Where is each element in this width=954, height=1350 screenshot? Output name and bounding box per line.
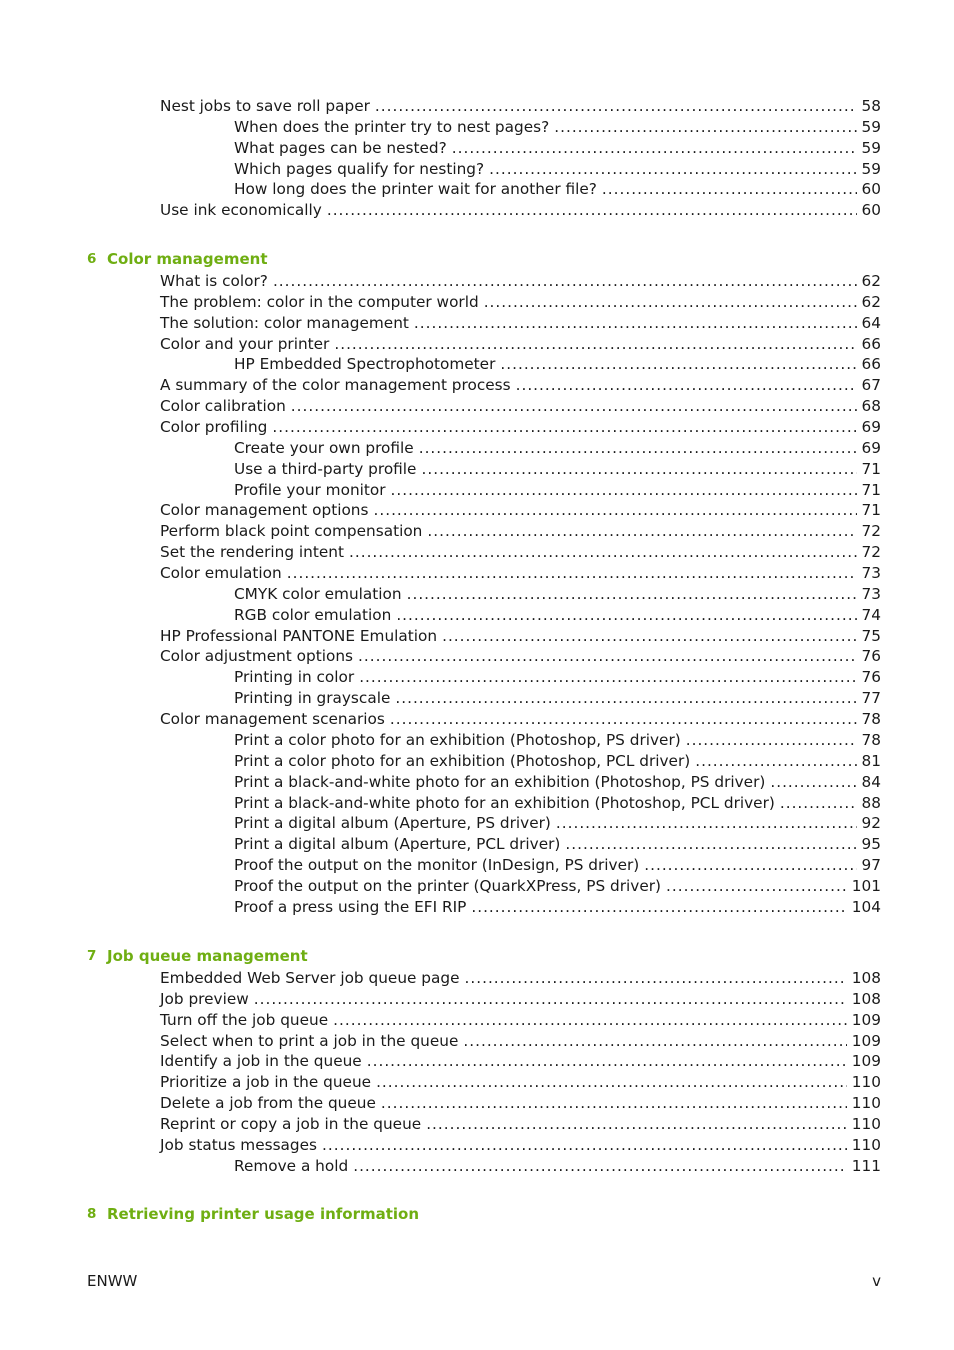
toc-entry-page: 110 xyxy=(851,1115,881,1134)
toc-entry-page: 110 xyxy=(851,1135,881,1154)
toc-entry[interactable] xyxy=(234,688,881,709)
toc-entry-page: 95 xyxy=(861,835,881,854)
toc-entry[interactable] xyxy=(234,751,881,772)
toc-entry[interactable] xyxy=(160,1051,881,1072)
toc-entry-title: Color management options xyxy=(160,501,369,520)
chapter-number: 6 xyxy=(87,251,97,267)
toc-entry-title: What is color? xyxy=(160,272,268,290)
dot-leader xyxy=(554,117,856,138)
dot-leader xyxy=(391,480,857,501)
toc-entry[interactable] xyxy=(160,989,881,1010)
toc-entry-title: Prioritize a job in the queue xyxy=(160,1073,372,1092)
chapter-title: Retrieving printer usage information xyxy=(107,1205,420,1223)
toc-entry-title: The solution: color management xyxy=(160,313,409,332)
toc-entry-title: How long does the printer wait for another file? xyxy=(234,180,597,199)
toc-entry-title: Job preview xyxy=(160,989,249,1008)
dot-leader xyxy=(407,584,857,605)
chapter-number: 8 xyxy=(87,1206,97,1222)
toc-entry-page: 110 xyxy=(851,1094,881,1113)
dot-leader xyxy=(376,1072,847,1093)
toc-entry[interactable] xyxy=(160,1031,881,1052)
dot-leader xyxy=(333,1010,847,1031)
toc-entry[interactable] xyxy=(234,834,881,855)
dot-leader xyxy=(375,96,857,117)
toc-entry-title: Color adjustment options xyxy=(160,647,354,666)
toc-entry-title: Remove a hold xyxy=(234,1156,349,1175)
toc-entry-title: Use ink economically xyxy=(160,201,322,220)
toc-entry-page: 75 xyxy=(861,626,881,645)
toc-entry-page: 71 xyxy=(861,501,881,520)
toc-entry-page: 109 xyxy=(851,1010,881,1029)
toc-entry[interactable] xyxy=(160,1135,881,1156)
dot-leader xyxy=(427,521,856,542)
toc-entry[interactable] xyxy=(234,138,881,159)
toc-entry-title: Use a third-party profile xyxy=(234,459,417,478)
dot-leader xyxy=(442,626,856,647)
dot-leader xyxy=(686,730,857,751)
toc-entry-page: 84 xyxy=(861,772,881,791)
footer-doc-code: ENWW xyxy=(87,1272,138,1290)
toc-entry-title: Identify a job in the queue xyxy=(160,1052,362,1071)
chapter-heading[interactable] xyxy=(0,249,954,270)
chapter-heading[interactable] xyxy=(0,946,954,967)
toc-entry-title: Profile your monitor xyxy=(234,480,386,499)
dot-leader xyxy=(414,313,857,334)
toc-entry-title: Proof the output on the printer (QuarkXPress, PS driver) xyxy=(234,876,661,895)
toc-entry-title: What pages can be nested? xyxy=(234,138,447,157)
toc-entry-page: 110 xyxy=(851,1073,881,1092)
dot-leader xyxy=(516,375,857,396)
toc-entry[interactable] xyxy=(160,646,881,667)
toc-entry-title: Color emulation xyxy=(160,564,282,583)
dot-leader xyxy=(419,438,857,459)
toc-entry-title: Color profiling xyxy=(160,418,268,437)
toc-entry-page: 72 xyxy=(861,543,881,562)
toc-entry[interactable] xyxy=(160,1010,881,1031)
toc-entry[interactable] xyxy=(234,459,881,480)
toc-entry-title: Create your own profile xyxy=(234,438,414,457)
dot-leader xyxy=(489,159,856,180)
toc-entry-page: 97 xyxy=(861,856,881,875)
toc-entry-title: Print a digital album (Aperture, PS driver) xyxy=(234,814,551,833)
toc-entry[interactable] xyxy=(160,334,881,355)
dot-leader xyxy=(359,667,856,688)
toc-entry[interactable] xyxy=(234,438,881,459)
dot-leader xyxy=(349,542,857,563)
toc-entry-page: 69 xyxy=(861,418,881,437)
dot-leader xyxy=(770,772,856,793)
toc-entry-page: 88 xyxy=(861,793,881,812)
dot-leader xyxy=(254,989,847,1010)
toc-entry-title: Print a digital album (Aperture, PCL driver) xyxy=(234,835,561,854)
toc-entry-page: 78 xyxy=(861,710,881,729)
toc-entry-page: 59 xyxy=(861,138,881,157)
dot-leader xyxy=(272,417,856,438)
toc-entry-page: 76 xyxy=(861,647,881,666)
dot-leader xyxy=(556,813,857,834)
toc-entry-page: 101 xyxy=(851,876,881,895)
toc-entry-title: Color management scenarios xyxy=(160,710,385,729)
toc-entry-title: Proof a press using the EFI RIP xyxy=(234,897,467,916)
toc-entry-title: Print a black-and-white photo for an exhibition (Photoshop, PS driver) xyxy=(234,772,766,791)
toc-entry[interactable] xyxy=(160,542,881,563)
toc-section xyxy=(0,1204,954,1225)
toc-entry[interactable] xyxy=(234,667,881,688)
toc-entry-page: 73 xyxy=(861,564,881,583)
toc-entry[interactable] xyxy=(160,626,881,647)
toc-entry[interactable] xyxy=(160,709,881,730)
toc-entry-page: 62 xyxy=(861,272,881,290)
toc-entry-page: 66 xyxy=(861,334,881,353)
toc-entry-title: Embedded Web Server job queue page xyxy=(160,969,460,987)
dot-leader xyxy=(373,500,856,521)
toc-entry-page: 64 xyxy=(861,313,881,332)
toc-entry-title: Color and your printer xyxy=(160,334,330,353)
toc-entry-title: Set the rendering intent xyxy=(160,543,344,562)
toc-entry-title: Which pages qualify for nesting? xyxy=(234,159,485,178)
toc-entry-page: 78 xyxy=(861,730,881,749)
dot-leader xyxy=(287,563,857,584)
toc-entry-page: 71 xyxy=(861,459,881,478)
toc-entry[interactable] xyxy=(234,605,881,626)
dot-leader xyxy=(367,1051,847,1072)
toc-entry-page: 67 xyxy=(861,376,881,395)
toc-entry-page: 72 xyxy=(861,522,881,541)
toc-entry[interactable] xyxy=(234,876,881,897)
dot-leader xyxy=(644,855,856,876)
chapter-title: Color management xyxy=(107,250,268,268)
toc-entry[interactable] xyxy=(160,200,881,221)
toc-entry-page: 66 xyxy=(861,355,881,374)
dot-leader xyxy=(452,138,857,159)
toc-entry[interactable] xyxy=(234,480,881,501)
toc-entry-title: Printing in color xyxy=(234,668,355,687)
toc-entry-page: 108 xyxy=(851,989,881,1008)
toc-entry[interactable] xyxy=(160,1114,881,1135)
toc-entry-page: 59 xyxy=(861,159,881,178)
toc-entry-page: 109 xyxy=(851,1052,881,1071)
dot-leader xyxy=(426,1114,847,1135)
toc-entry[interactable] xyxy=(160,500,881,521)
toc-entry-page: 74 xyxy=(861,605,881,624)
dot-leader xyxy=(484,292,857,313)
dot-leader xyxy=(390,709,857,730)
toc-entry[interactable] xyxy=(160,521,881,542)
dot-leader xyxy=(465,968,847,989)
toc-entry-title: RGB color emulation xyxy=(234,605,392,624)
toc-entry-title: The problem: color in the computer world xyxy=(160,292,479,311)
toc-entry[interactable] xyxy=(160,313,881,334)
toc-entry-title: HP Embedded Spectrophotometer xyxy=(234,355,496,374)
toc-entry-page: 81 xyxy=(861,751,881,770)
dot-leader xyxy=(695,751,856,772)
dot-leader xyxy=(381,1093,847,1114)
toc-entry-title: Proof the output on the monitor (InDesign, PS driver) xyxy=(234,856,640,875)
toc-entry[interactable] xyxy=(160,396,881,417)
toc-section xyxy=(0,249,954,916)
toc-entry-title: Perform black point compensation xyxy=(160,522,423,541)
toc-entry-page: 108 xyxy=(851,969,881,987)
dot-leader xyxy=(463,1031,846,1052)
dot-leader xyxy=(273,271,857,292)
toc-entry[interactable] xyxy=(234,354,881,375)
dot-leader xyxy=(565,834,856,855)
toc-entry[interactable] xyxy=(160,417,881,438)
dot-leader xyxy=(780,793,857,814)
dot-leader xyxy=(421,459,856,480)
toc-entry-page: 92 xyxy=(861,814,881,833)
toc-entry[interactable] xyxy=(234,179,881,200)
dot-leader xyxy=(334,334,856,355)
toc-entry[interactable] xyxy=(160,96,881,117)
toc-entry-title: Color calibration xyxy=(160,397,286,416)
toc-entry[interactable] xyxy=(234,813,881,834)
toc-entry-title: CMYK color emulation xyxy=(234,584,402,603)
toc-entry-title: Print a black-and-white photo for an exhibition (Photoshop, PCL driver) xyxy=(234,793,775,812)
toc-entry[interactable] xyxy=(160,271,881,292)
toc-entry-title: Select when to print a job in the queue xyxy=(160,1031,459,1050)
toc-entry-title: Nest jobs to save roll paper xyxy=(160,97,370,115)
toc-section xyxy=(0,946,954,1175)
dot-leader xyxy=(471,897,846,918)
toc-entry[interactable] xyxy=(160,1072,881,1093)
dot-leader xyxy=(291,396,857,417)
dot-leader xyxy=(395,688,856,709)
toc-entry-page: 73 xyxy=(861,584,881,603)
toc-entry-title: Delete a job from the queue xyxy=(160,1094,376,1113)
toc-entry[interactable] xyxy=(234,772,881,793)
toc-entry[interactable] xyxy=(160,968,881,989)
toc-entry[interactable] xyxy=(234,793,881,814)
chapter-number: 7 xyxy=(87,948,97,964)
toc-entry-title: HP Professional PANTONE Emulation xyxy=(160,626,438,645)
toc-entry-title: Print a color photo for an exhibition (Photoshop, PCL driver) xyxy=(234,751,691,770)
toc-entry[interactable] xyxy=(234,159,881,180)
toc-entry-title: Job status messages xyxy=(160,1135,318,1154)
toc-entry-page: 109 xyxy=(851,1031,881,1050)
toc-entry[interactable] xyxy=(234,1156,881,1177)
toc-entry-page: 58 xyxy=(861,97,881,115)
toc-entry-title: Printing in grayscale xyxy=(234,689,391,708)
toc-entry[interactable] xyxy=(160,375,881,396)
toc-entry-page: 76 xyxy=(861,668,881,687)
toc-entry[interactable] xyxy=(160,563,881,584)
toc-entry[interactable] xyxy=(160,1093,881,1114)
dot-leader xyxy=(327,200,857,221)
dot-leader xyxy=(666,876,847,897)
toc-entry-page: 60 xyxy=(861,180,881,199)
toc-entry-title: Turn off the job queue xyxy=(160,1010,329,1029)
toc-entry-page: 59 xyxy=(861,117,881,136)
dot-leader xyxy=(396,605,856,626)
toc-entry-page: 68 xyxy=(861,397,881,416)
toc-entry-page: 71 xyxy=(861,480,881,499)
toc-entry-page: 111 xyxy=(851,1156,881,1175)
toc-entry-page: 104 xyxy=(851,897,881,916)
dot-leader xyxy=(358,646,857,667)
dot-leader xyxy=(353,1156,847,1177)
footer-page-number: v xyxy=(872,1272,881,1290)
toc-entry-title: When does the printer try to nest pages? xyxy=(234,117,550,136)
toc-entry-page: 62 xyxy=(861,292,881,311)
toc-entry-title: Print a color photo for an exhibition (Photoshop, PS driver) xyxy=(234,730,681,749)
toc-entry[interactable] xyxy=(234,730,881,751)
toc-entry[interactable] xyxy=(234,855,881,876)
toc-entry-page: 60 xyxy=(861,201,881,220)
dot-leader xyxy=(322,1135,847,1156)
toc-entry-title: Reprint or copy a job in the queue xyxy=(160,1115,422,1134)
toc-entry-title: A summary of the color management process xyxy=(160,376,511,395)
toc-entry[interactable] xyxy=(234,117,881,138)
toc-entry[interactable] xyxy=(160,292,881,313)
toc-entry[interactable] xyxy=(234,897,881,918)
dot-leader xyxy=(602,179,857,200)
chapter-title: Job queue management xyxy=(107,947,308,965)
toc-entry-page: 77 xyxy=(861,689,881,708)
toc-entry[interactable] xyxy=(234,584,881,605)
toc-entry-page: 69 xyxy=(861,438,881,457)
chapter-heading[interactable] xyxy=(0,1204,954,1225)
page-footer xyxy=(0,1272,954,1292)
dot-leader xyxy=(500,354,856,375)
